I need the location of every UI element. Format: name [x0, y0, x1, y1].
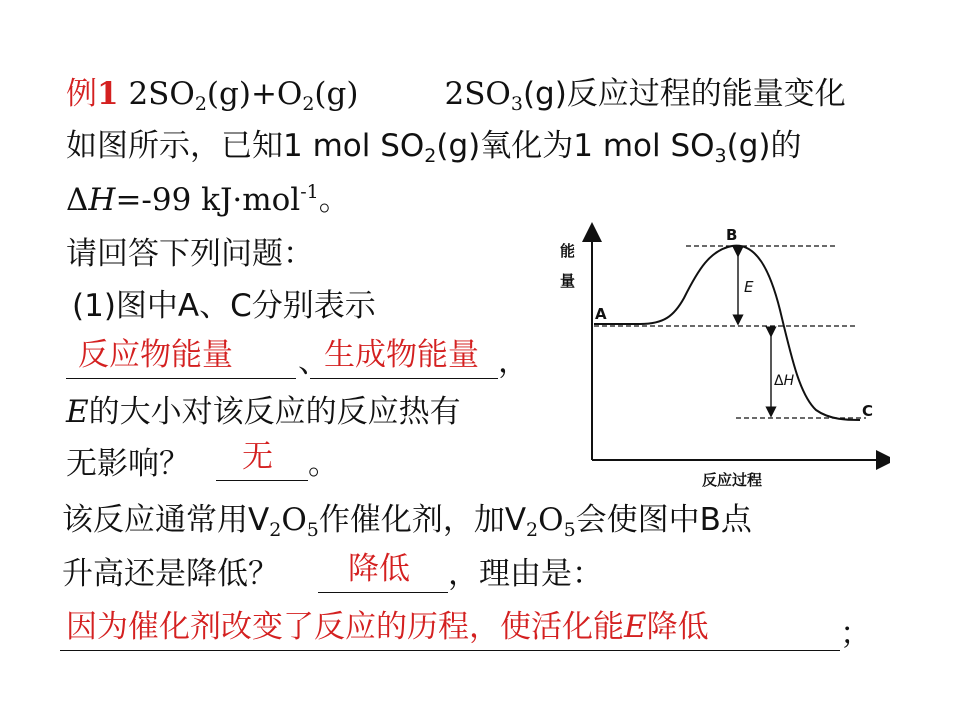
blank-a	[66, 378, 296, 379]
example-line-3: ΔH=-99 kJ·mol$^{-1}$。	[66, 181, 350, 218]
energy-diagram	[560, 220, 890, 490]
example-description: (g)反应过程的能量变化	[522, 76, 846, 112]
energy-curve	[594, 246, 860, 420]
point-b-label: B	[726, 226, 738, 244]
label-e: E	[744, 278, 754, 296]
example-line-1	[66, 74, 846, 114]
influence-question: 无影响？	[66, 446, 190, 482]
answer-a: 反应物能量	[78, 337, 233, 373]
example-label: 例	[66, 76, 97, 112]
delta-symbol: Δ	[66, 182, 89, 218]
blank-effect	[216, 480, 308, 481]
answer-b-change: 降低	[348, 551, 410, 587]
end-mark: ；	[840, 616, 871, 652]
example-number: 1	[97, 76, 119, 112]
raise-lower-question: 升高还是降低？	[62, 556, 279, 592]
period-1: 。	[308, 446, 339, 482]
y-axis-label-2: 量	[560, 272, 576, 290]
blank-reason	[60, 650, 840, 651]
point-c-label: C	[862, 402, 874, 420]
blank-c	[310, 378, 498, 379]
x-axis-label: 反应过程	[702, 471, 763, 489]
question-prompt: 请回答下列问题：	[66, 236, 314, 272]
point-a-label: A	[595, 305, 607, 323]
e-question: E的大小对该反应的反应热有	[66, 394, 461, 430]
reason-label: ，理由是：	[448, 556, 603, 592]
catalyst-line: 该反应通常用$V_2O_5$作催化剂，加$V_2O_5$会使图中B点	[62, 502, 752, 541]
blank-b-change	[318, 592, 448, 593]
answer-c: 生成物能量	[324, 337, 479, 373]
separator: 、	[298, 344, 329, 380]
y-axis-label-1: 能	[560, 242, 576, 260]
equation-product-so3: $2SO_3$	[444, 76, 523, 115]
answer-reason: 因为催化剂改变了反应的历程，使活化能E降低	[66, 609, 709, 645]
q1-intro: (1)图中A、C分别表示	[72, 288, 376, 324]
comma-1: ，	[498, 344, 529, 380]
example-line-2: 如图所示，已知1 mol $SO_2(g)$氧化为1 mol $SO_3(g)$的	[66, 128, 802, 167]
equation-reactant-so2: $2SO_2(g)+O_2(g)$	[128, 76, 359, 115]
label-dh: ΔH	[774, 373, 795, 389]
answer-effect: 无	[242, 439, 273, 475]
